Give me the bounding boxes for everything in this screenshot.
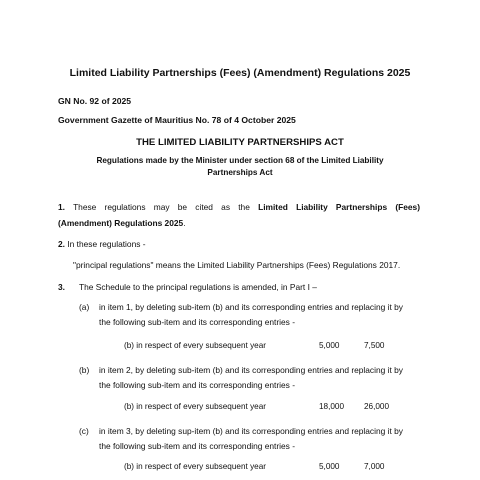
regulation-1-period: . <box>183 218 186 228</box>
item-b-line-2: the following sub-item and its corresponding entries - <box>99 380 295 390</box>
regulation-3-text: The Schedule to the principal regulations is amended, in Part I – <box>79 282 317 292</box>
item-a-line-1: in item 1, by deleting sub-item (b) and its corresponding entries and replacing it by <box>99 302 403 312</box>
gn-number: GN No. 92 of 2025 <box>58 96 132 106</box>
item-b-fee-old: 18,000 <box>319 402 345 411</box>
item-b-row-text: (b) in respect of every subsequent year <box>124 402 266 411</box>
item-a-fee-new: 7,500 <box>364 341 385 350</box>
item-c-label: (c) <box>79 426 89 436</box>
regulation-2-definition: "principal regulations" means the Limited Liability Partnerships (Fees) Regulations 2017. <box>73 260 401 270</box>
regulation-2-number: 2. <box>58 239 65 249</box>
item-b-line-1: in item 2, by deleting sub-item (b) and its corresponding entries and replacing it by <box>99 365 403 375</box>
gazette-reference: Government Gazette of Mauritius No. 78 of 4 October 2025 <box>58 115 296 125</box>
regulation-1-text: These regulations may be cited as the <box>73 202 250 212</box>
item-b-fee-new: 26,000 <box>364 402 390 411</box>
act-heading: THE LIMITED LIABILITY PARTNERSHIPS ACT <box>136 137 344 148</box>
regulation-3-number: 3. <box>58 282 65 292</box>
regulation-1-citation-1: Limited Liability Partnerships (Fees) <box>258 202 420 212</box>
item-c-line-2: the following sub-item and its corresponding entries - <box>99 441 295 451</box>
item-a-label: (a) <box>79 302 90 312</box>
item-c-row-text: (b) in respect of every subsequent year <box>124 462 266 471</box>
document-title: Limited Liability Partnerships (Fees) (Amendment) Regulations 2025 <box>69 67 411 79</box>
regulation-1-line-2 <box>58 215 186 231</box>
item-a-line-2: the following sub-item and its corresponding entries - <box>99 317 295 327</box>
subheading-line-1: Regulations made by the Minister under section 68 of the Limited Liability <box>96 156 384 165</box>
regulation-2 <box>58 236 146 252</box>
item-b-label: (b) <box>79 365 90 375</box>
item-c-fee-new: 7,000 <box>364 462 385 471</box>
item-c-fee-old: 5,000 <box>319 462 340 471</box>
regulation-1-citation-2: (Amendment) Regulations 2025 <box>58 218 184 228</box>
item-a-row-text: (b) in respect of every subsequent year <box>124 341 266 350</box>
item-a-fee-old: 5,000 <box>319 341 340 350</box>
subheading-line-2: Partnerships Act <box>207 168 273 177</box>
item-c-line-1: in item 3, by deleting sup-item (b) and its corresponding entries and replacing it by <box>99 426 403 436</box>
regulation-1-number: 1. <box>58 202 65 212</box>
regulation-2-text: In these regulations - <box>67 239 146 249</box>
